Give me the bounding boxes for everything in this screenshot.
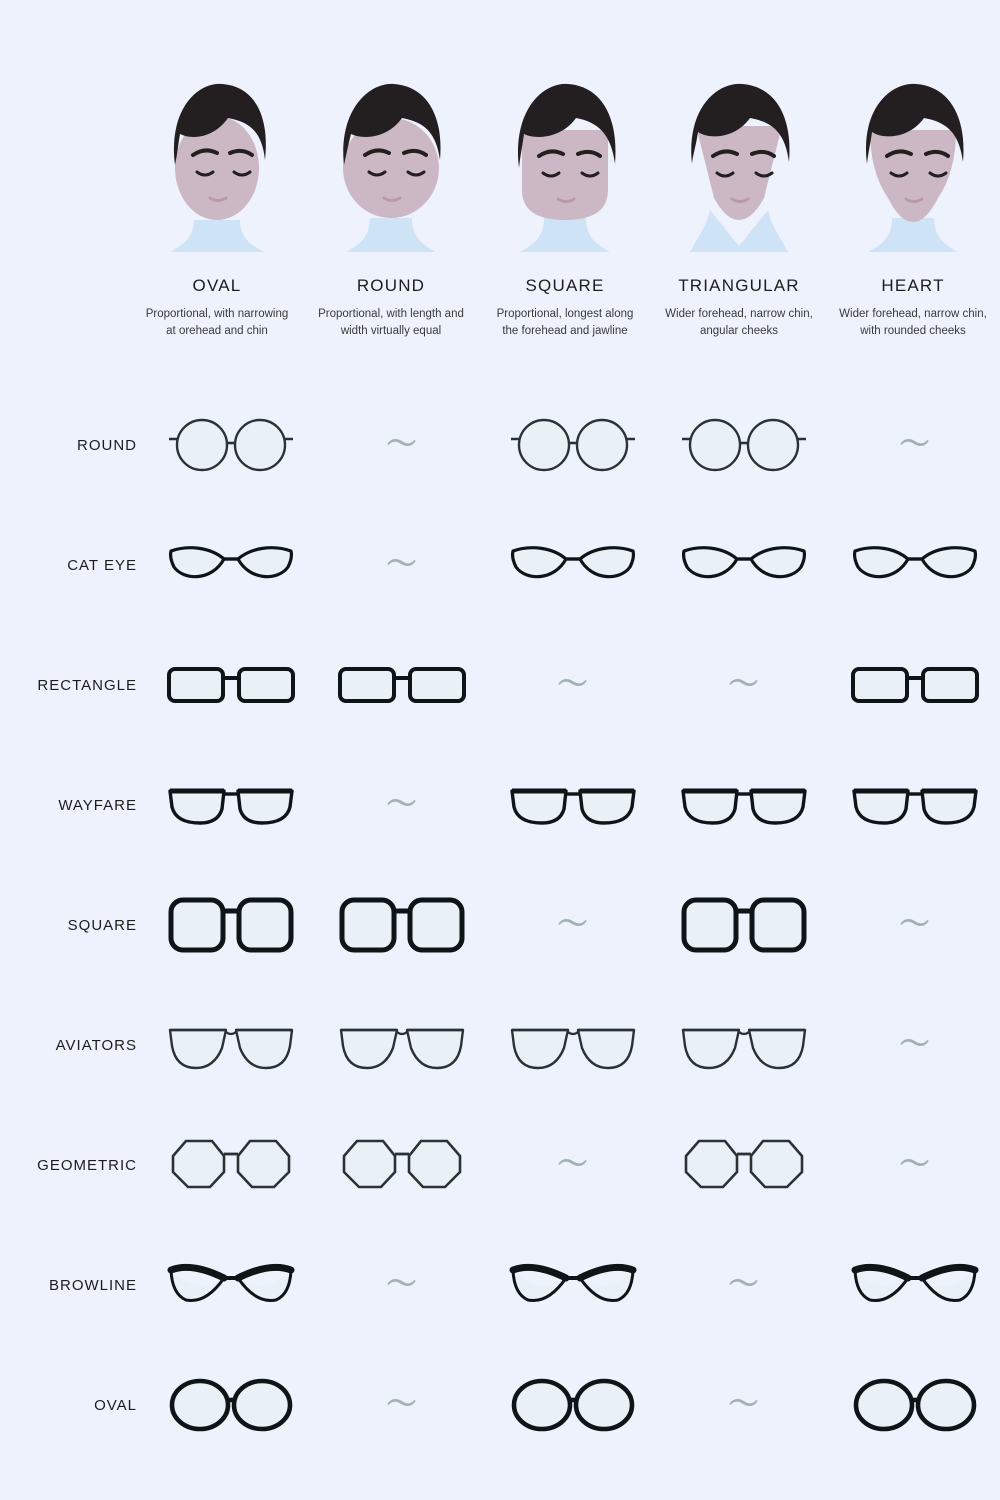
glasses-geometric-icon bbox=[337, 1136, 467, 1194]
cell-cateye-heart[interactable] bbox=[829, 505, 1000, 625]
table-row bbox=[0, 745, 1000, 865]
cell-rectangle-triangular[interactable] bbox=[658, 625, 829, 745]
face-title: SQUARE bbox=[525, 276, 605, 295]
cell-geometric-oval[interactable] bbox=[145, 1105, 316, 1225]
face-illustration-oval bbox=[130, 60, 304, 260]
face-column-heart bbox=[826, 60, 1000, 360]
glasses-aviators-icon bbox=[166, 1018, 296, 1072]
cell-square-square[interactable] bbox=[487, 865, 658, 985]
cell-round-round[interactable] bbox=[316, 385, 487, 505]
no-match-icon: 〜 bbox=[386, 787, 417, 822]
cell-browline-round[interactable] bbox=[316, 1225, 487, 1345]
glasses-aviators-icon bbox=[508, 1018, 638, 1072]
face-shape-header bbox=[130, 60, 1000, 360]
no-match-icon: 〜 bbox=[386, 427, 417, 462]
glasses-cat-eye-icon bbox=[508, 537, 638, 593]
face-illustration-triangular bbox=[652, 60, 826, 260]
glasses-square-icon bbox=[167, 894, 295, 956]
cell-oval-oval[interactable] bbox=[145, 1345, 316, 1465]
no-match-icon: 〜 bbox=[386, 547, 417, 582]
cell-aviators-triangular[interactable] bbox=[658, 985, 829, 1105]
glasses-browline-icon bbox=[166, 1260, 296, 1310]
cell-aviators-round[interactable] bbox=[316, 985, 487, 1105]
face-oval-icon bbox=[130, 60, 304, 260]
face-description: Proportional, longest along the forehead and jawline bbox=[496, 308, 634, 337]
glasses-cat-eye-icon bbox=[166, 537, 296, 593]
cell-rectangle-square[interactable] bbox=[487, 625, 658, 745]
table-row bbox=[0, 865, 1000, 985]
face-column-round bbox=[304, 60, 478, 360]
cell-round-oval[interactable] bbox=[145, 385, 316, 505]
cell-round-triangular[interactable] bbox=[658, 385, 829, 505]
glasses-matrix bbox=[0, 385, 1000, 1465]
no-match-icon: 〜 bbox=[728, 667, 759, 702]
glasses-oval-icon bbox=[852, 1376, 978, 1434]
cell-wayfare-triangular[interactable] bbox=[658, 745, 829, 865]
cell-wayfare-square[interactable] bbox=[487, 745, 658, 865]
cell-geometric-heart[interactable] bbox=[829, 1105, 1000, 1225]
cell-round-heart[interactable] bbox=[829, 385, 1000, 505]
face-title: OVAL bbox=[192, 276, 242, 295]
no-match-icon: 〜 bbox=[899, 1147, 930, 1182]
face-illustration-heart bbox=[826, 60, 1000, 260]
cell-oval-square[interactable] bbox=[487, 1345, 658, 1465]
cell-geometric-round[interactable] bbox=[316, 1105, 487, 1225]
face-title: HEART bbox=[881, 276, 945, 295]
row-label: AVIATORS bbox=[55, 1036, 137, 1054]
glasses-cat-eye-icon bbox=[679, 537, 809, 593]
cell-aviators-square[interactable] bbox=[487, 985, 658, 1105]
glasses-rectangle-icon bbox=[850, 661, 980, 709]
table-row bbox=[0, 985, 1000, 1105]
face-title: TRIANGULAR bbox=[678, 276, 800, 295]
row-label: SQUARE bbox=[67, 916, 137, 934]
glasses-cat-eye-icon bbox=[850, 537, 980, 593]
face-description: Wider forehead, narrow chin, with rounded cheeks bbox=[839, 308, 987, 337]
glasses-round-icon bbox=[166, 415, 296, 475]
cell-oval-round[interactable] bbox=[316, 1345, 487, 1465]
cell-geometric-triangular[interactable] bbox=[658, 1105, 829, 1225]
cell-aviators-oval[interactable] bbox=[145, 985, 316, 1105]
row-label: BROWLINE bbox=[48, 1276, 137, 1294]
cell-round-square[interactable] bbox=[487, 385, 658, 505]
glasses-square-icon bbox=[680, 894, 808, 956]
cell-rectangle-round[interactable] bbox=[316, 625, 487, 745]
table-row bbox=[0, 1345, 1000, 1465]
table-row bbox=[0, 505, 1000, 625]
glasses-round-icon bbox=[679, 415, 809, 475]
cell-browline-square[interactable] bbox=[487, 1225, 658, 1345]
no-match-icon: 〜 bbox=[899, 907, 930, 942]
face-triangular-icon bbox=[652, 60, 826, 260]
face-description: Proportional, with length and width virtually equal bbox=[318, 308, 464, 337]
glasses-oval-icon bbox=[510, 1376, 636, 1434]
glasses-rectangle-icon bbox=[337, 661, 467, 709]
cell-square-round[interactable] bbox=[316, 865, 487, 985]
no-match-icon: 〜 bbox=[728, 1267, 759, 1302]
cell-aviators-heart[interactable] bbox=[829, 985, 1000, 1105]
table-row bbox=[0, 385, 1000, 505]
face-square-icon bbox=[478, 60, 652, 260]
glasses-geometric-icon bbox=[166, 1136, 296, 1194]
cell-browline-oval[interactable] bbox=[145, 1225, 316, 1345]
no-match-icon: 〜 bbox=[899, 1027, 930, 1062]
cell-browline-heart[interactable] bbox=[829, 1225, 1000, 1345]
glasses-wayfare-icon bbox=[850, 779, 980, 831]
no-match-icon: 〜 bbox=[728, 1387, 759, 1422]
cell-oval-triangular[interactable] bbox=[658, 1345, 829, 1465]
face-illustration-square bbox=[478, 60, 652, 260]
cell-geometric-square[interactable] bbox=[487, 1105, 658, 1225]
no-match-icon: 〜 bbox=[557, 667, 588, 702]
cell-wayfare-heart[interactable] bbox=[829, 745, 1000, 865]
cell-cateye-triangular[interactable] bbox=[658, 505, 829, 625]
cell-cateye-square[interactable] bbox=[487, 505, 658, 625]
cell-wayfare-round[interactable] bbox=[316, 745, 487, 865]
glasses-aviators-icon bbox=[337, 1018, 467, 1072]
no-match-icon: 〜 bbox=[386, 1267, 417, 1302]
face-round-icon bbox=[304, 60, 478, 260]
glasses-aviators-icon bbox=[679, 1018, 809, 1072]
face-column-square bbox=[478, 60, 652, 360]
glasses-geometric-icon bbox=[679, 1136, 809, 1194]
no-match-icon: 〜 bbox=[899, 427, 930, 462]
glasses-wayfare-icon bbox=[679, 779, 809, 831]
no-match-icon: 〜 bbox=[557, 1147, 588, 1182]
face-title: ROUND bbox=[356, 276, 426, 295]
cell-cateye-oval[interactable] bbox=[145, 505, 316, 625]
glasses-wayfare-icon bbox=[508, 779, 638, 831]
row-label: OVAL bbox=[94, 1396, 137, 1414]
table-row bbox=[0, 1105, 1000, 1225]
row-label: GEOMETRIC bbox=[37, 1156, 137, 1174]
face-description: Proportional, with narrowing at orehead and chin bbox=[145, 308, 289, 337]
cell-rectangle-oval[interactable] bbox=[145, 625, 316, 745]
no-match-icon: 〜 bbox=[386, 1387, 417, 1422]
face-column-triangular bbox=[652, 60, 826, 360]
glasses-square-icon bbox=[338, 894, 466, 956]
glasses-browline-icon bbox=[508, 1260, 638, 1310]
table-row bbox=[0, 625, 1000, 745]
face-heart-icon bbox=[826, 60, 1000, 260]
no-match-icon: 〜 bbox=[557, 907, 588, 942]
cell-oval-heart[interactable] bbox=[829, 1345, 1000, 1465]
cell-square-heart[interactable] bbox=[829, 865, 1000, 985]
cell-browline-triangular[interactable] bbox=[658, 1225, 829, 1345]
cell-square-triangular[interactable] bbox=[658, 865, 829, 985]
row-label: ROUND bbox=[77, 436, 137, 454]
glasses-round-icon bbox=[508, 415, 638, 475]
glasses-rectangle-icon bbox=[166, 661, 296, 709]
glasses-oval-icon bbox=[168, 1376, 294, 1434]
row-label: WAYFARE bbox=[58, 796, 137, 814]
face-illustration-round bbox=[304, 60, 478, 260]
row-label: CAT EYE bbox=[67, 556, 137, 574]
face-column-oval bbox=[130, 60, 304, 360]
table-row bbox=[0, 1225, 1000, 1345]
row-label: RECTANGLE bbox=[37, 676, 137, 694]
cell-square-oval[interactable] bbox=[145, 865, 316, 985]
glasses-wayfare-icon bbox=[166, 779, 296, 831]
glasses-browline-icon bbox=[850, 1260, 980, 1310]
cell-cateye-round[interactable] bbox=[316, 505, 487, 625]
cell-wayfare-oval[interactable] bbox=[145, 745, 316, 865]
face-description: Wider forehead, narrow chin, angular cheeks bbox=[665, 308, 813, 337]
cell-rectangle-heart[interactable] bbox=[829, 625, 1000, 745]
